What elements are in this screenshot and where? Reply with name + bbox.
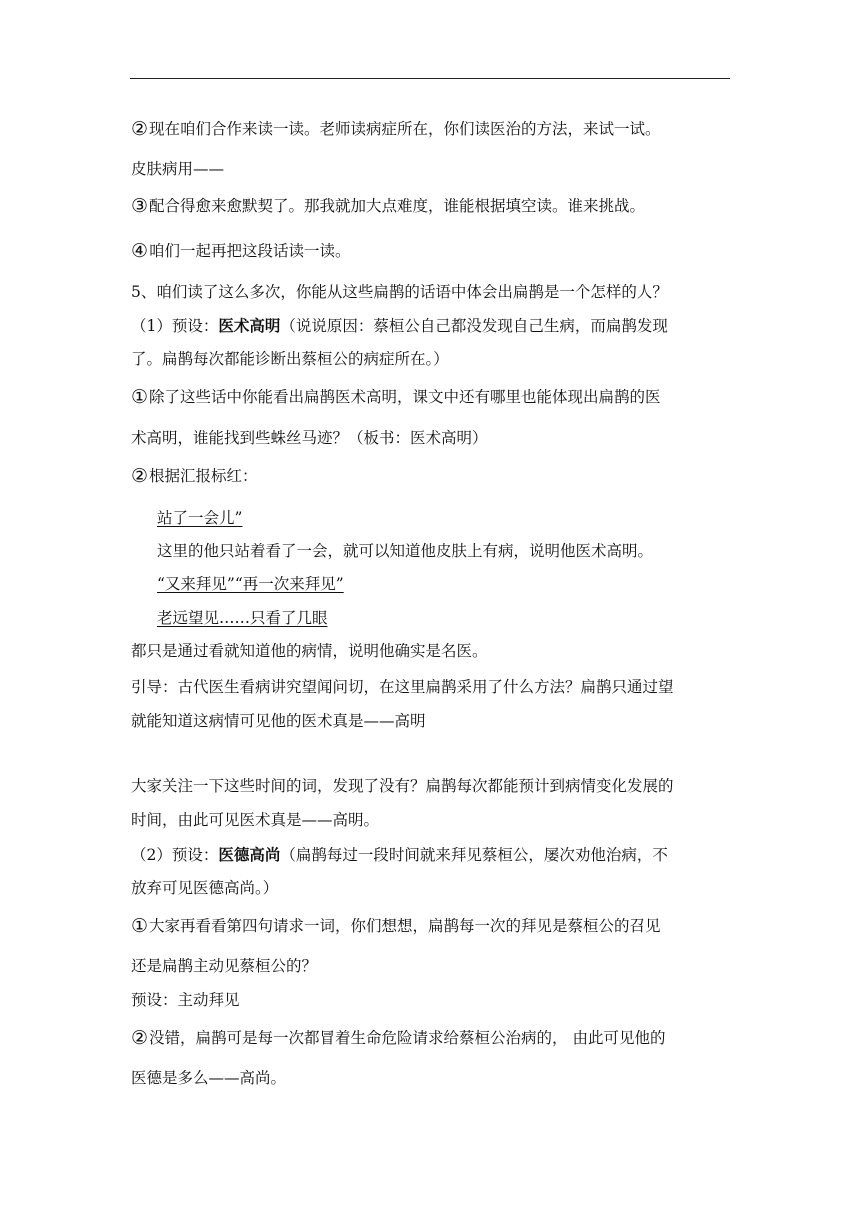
circled-number: ② <box>131 118 149 140</box>
text-line: 医德是多么——高尚。 <box>131 1069 287 1087</box>
text-line: 都只是通过看就知道他的病情，说明他确实是名医。 <box>131 642 488 660</box>
text-line: 皮肤病用—— <box>131 160 225 178</box>
text-line: 预设：主动拜见 <box>131 991 240 1009</box>
text-line: ④咱们一起再把这段话读一读。 <box>131 240 351 262</box>
text-line: 还是扁鹊主动见蔡桓公的？ <box>131 957 318 975</box>
bold-keyword: 医术高明 <box>218 316 281 335</box>
header-rule <box>130 78 730 79</box>
circled-number: ① <box>131 915 149 937</box>
bold-keyword: 医德高尚 <box>218 845 281 864</box>
text-line: 引导：古代医生看病讲究望闻问切，在这里扁鹊采用了什么方法？扁鹊只通过望 <box>131 678 674 696</box>
text-line: （2）预设：医德高尚（扁鹊每过一段时间就来拜见蔡桓公，屡次劝他治病，不 <box>131 845 668 864</box>
text-line: （1）预设：医术高明（说说原因：蔡桓公自己都没发现自己生病，而扁鹊发现 <box>131 316 668 335</box>
text-line: ②根据汇报标红： <box>131 465 258 487</box>
text-line: 术高明，谁能找到些蛛丝马迹？（板书：医术高明） <box>131 429 488 447</box>
underlined-quote: 站了一会儿” <box>157 509 243 527</box>
text-line: 了。扁鹊每次都能诊断出蔡桓公的病症所在。） <box>131 350 449 368</box>
text-line: ②现在咱们合作来读一读。老师读病症所在，你们读医治的方法，来试一试。 <box>131 118 661 140</box>
underlined-quote: “又来拜见”“再一次来拜见” <box>157 575 344 593</box>
text-line: ①除了这些话中你能看出扁鹊医术高明，课文中还有哪里也能体现出扁鹊的医 <box>131 386 661 408</box>
text-line: 这里的他只站着看了一会，就可以知道他皮肤上有病，说明他医术高明。 <box>157 542 654 560</box>
circled-number: ② <box>131 465 149 487</box>
circled-number: ④ <box>131 240 149 262</box>
circled-number: ① <box>131 386 149 408</box>
circled-number: ② <box>131 1027 149 1049</box>
text-line: 大家关注一下这些时间的词，发现了没有？扁鹊每次都能预计到病情变化发展的 <box>131 777 674 795</box>
text-line: ①大家再看看第四句请求一词，你们想想，扁鹊每一次的拜见是蔡桓公的召见 <box>131 915 661 937</box>
text-line: ②没错，扁鹊可是每一次都冒着生命危险请求给蔡桓公治病的， 由此可见他的 <box>131 1027 666 1049</box>
text-line: 就能知道这病情可见他的医术真是——高明 <box>131 712 426 730</box>
text-line: 时间，由此可见医术真是——高明。 <box>131 811 380 829</box>
underlined-quote: 老远望见……只看了几眼 <box>157 609 328 627</box>
circled-number: ③ <box>131 195 149 217</box>
text-line: ③配合得愈来愈默契了。那我就加大点难度，谁能根据填空读。谁来挑战。 <box>131 195 646 217</box>
section-heading: 5、咱们读了这么多次，你能从这些扁鹊的话语中体会出扁鹊是一个怎样的人？ <box>131 283 668 301</box>
text-line: 放弃可见医德高尚。） <box>131 879 279 897</box>
